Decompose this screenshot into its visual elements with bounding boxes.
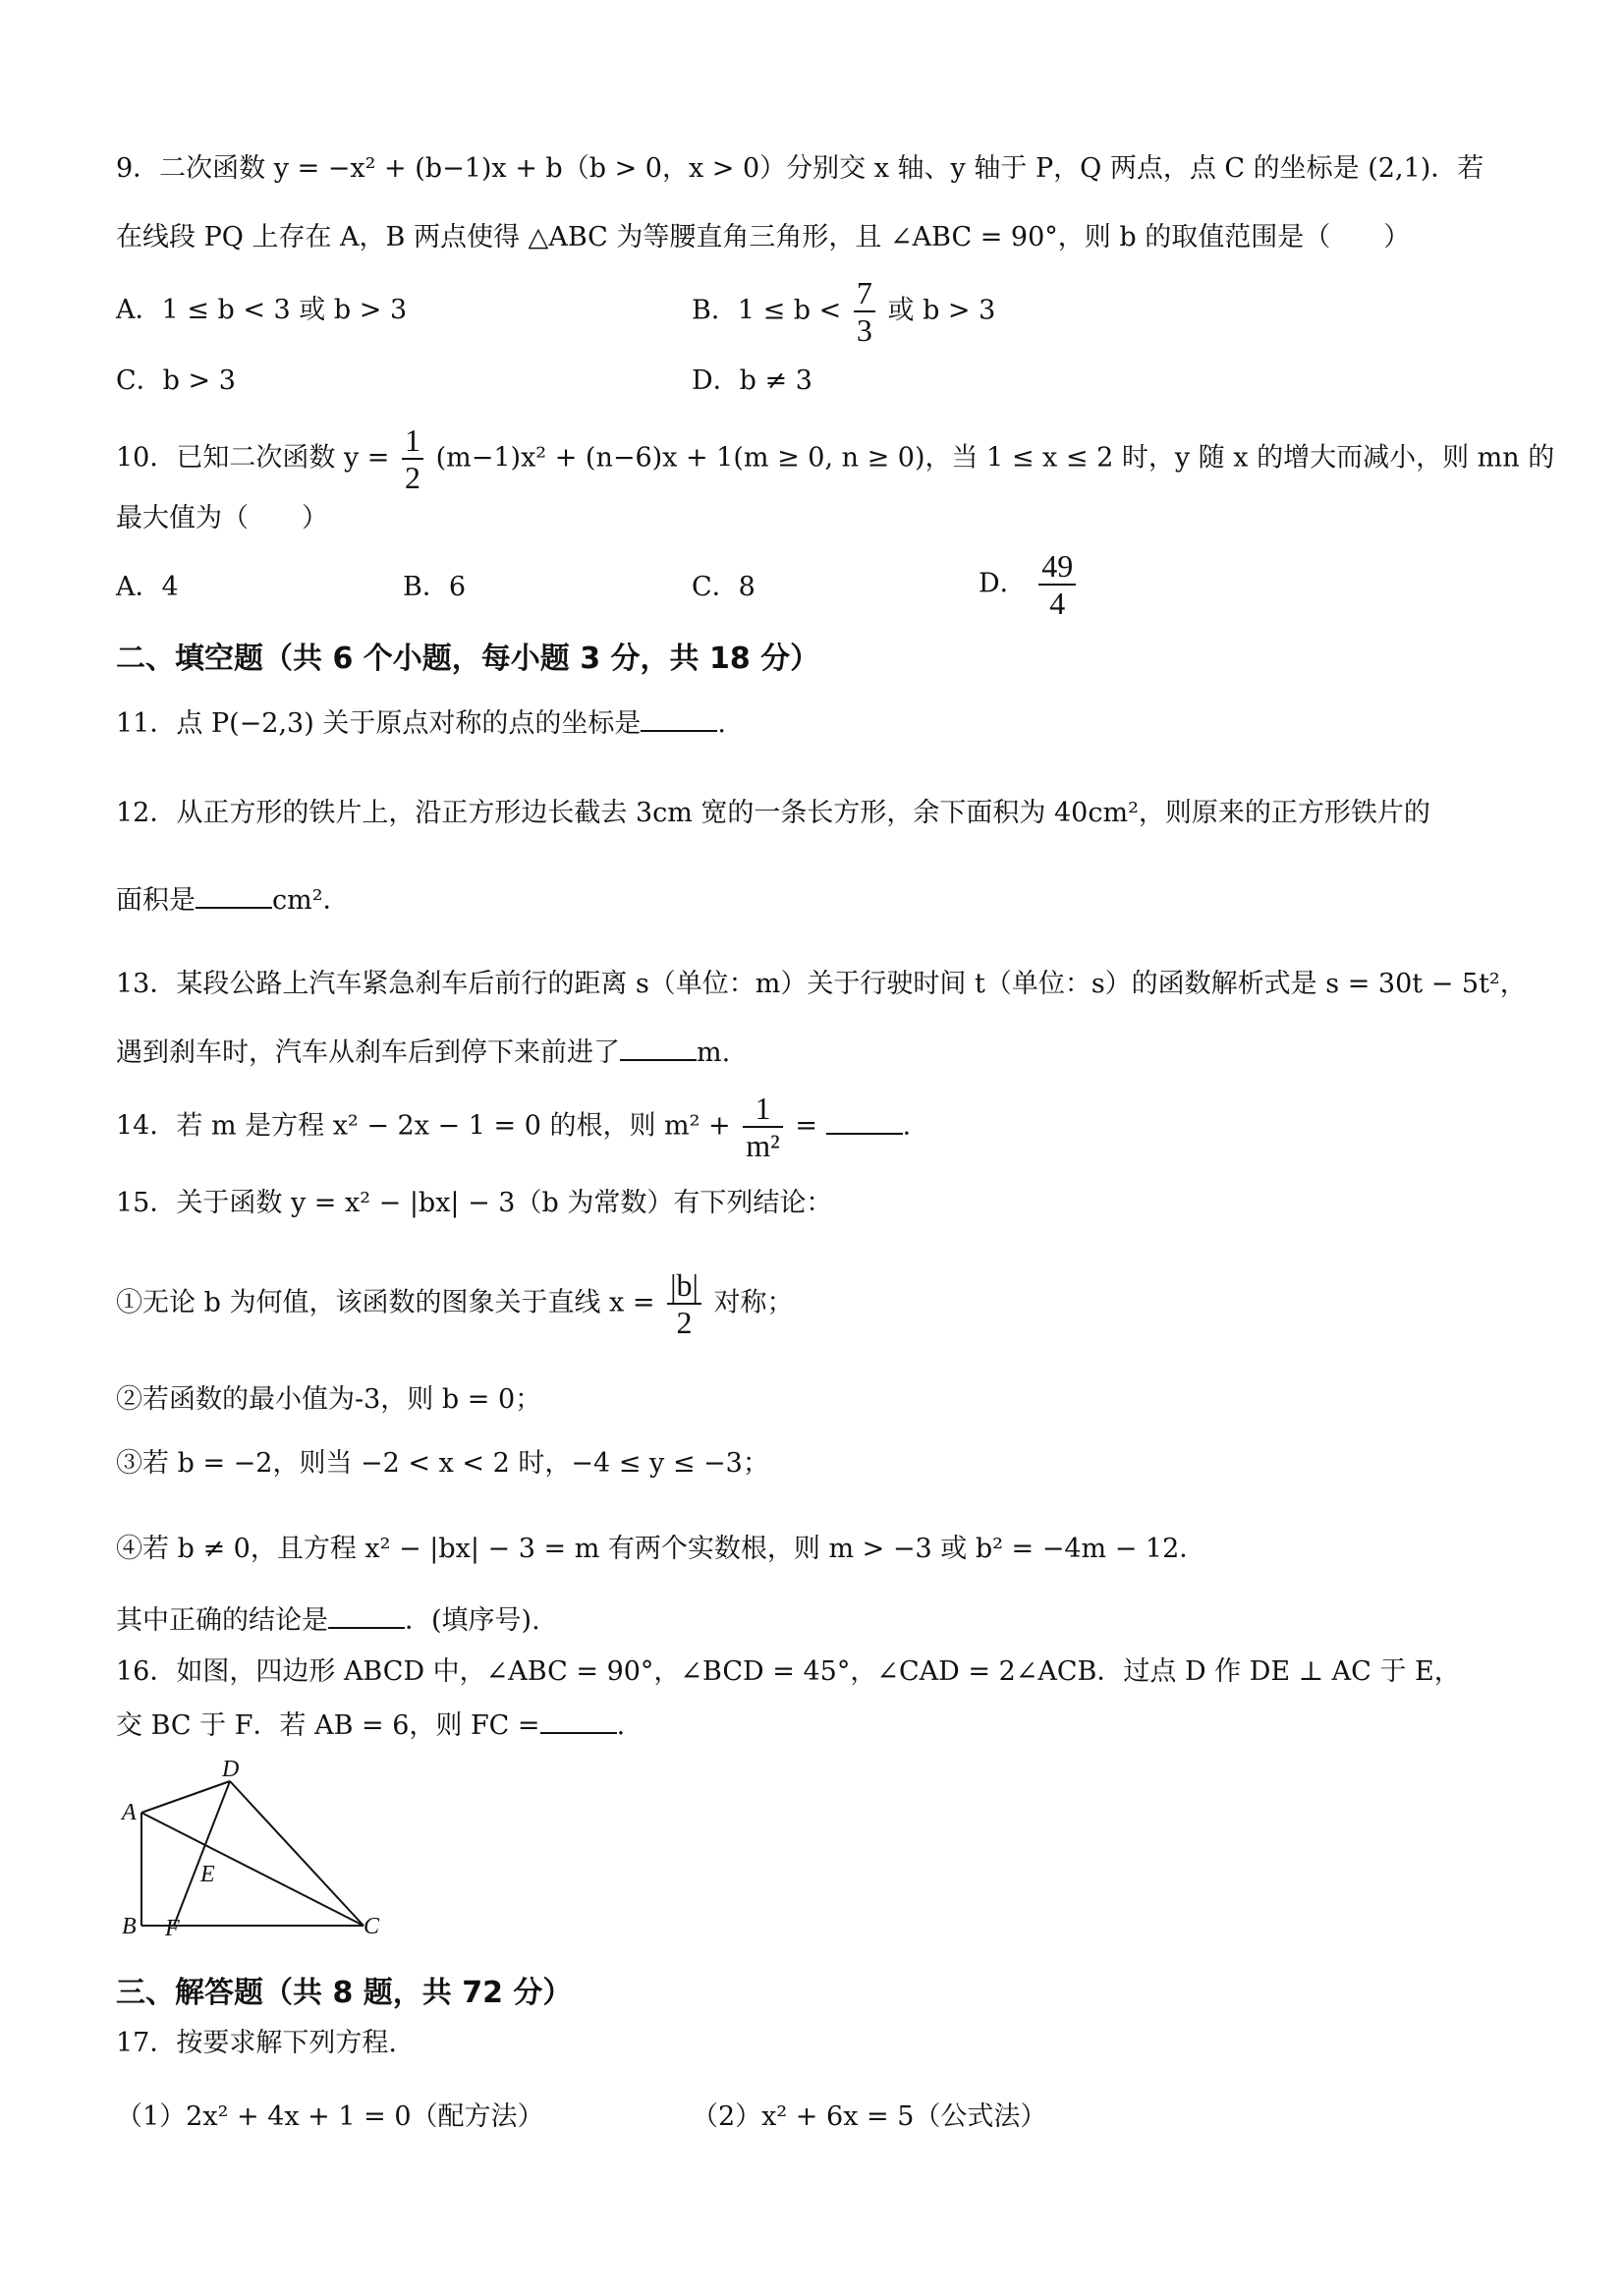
q10-option-c: C．8 <box>692 572 756 602</box>
q11-post: . <box>717 708 726 739</box>
q9-option-d: D．b ≠ 3 <box>692 365 812 396</box>
label-c: C <box>364 1914 380 1935</box>
q9-option-b-den: 3 <box>856 312 872 348</box>
q13-line1: 13．某段公路上汽车紧急刹车后前行的距离 s（单位：m）关于行驶时间 t（单位：s）的函数解析式是 s = 30t − 5t²， <box>116 969 1527 999</box>
q10-pre: 10．已知二次函数 y = <box>116 442 390 474</box>
segment-dc <box>230 1781 364 1926</box>
q15-conclusion-2: ②若函数的最小值为-3，则 b = 0； <box>116 1384 542 1415</box>
q9-option-b-fraction <box>854 275 875 348</box>
q17-part-2: （2）x² + 6x = 5（公式法） <box>692 2101 1047 2132</box>
q16-pre: 交 BC 于 F．若 AB = 6，则 FC = <box>116 1710 540 1741</box>
q10-option-d-num: 49 <box>1038 548 1076 586</box>
q16-figure-lines <box>141 1781 364 1926</box>
q10-line1 <box>116 422 1554 495</box>
q15-c1-fraction <box>667 1267 701 1340</box>
q14-pre: 14．若 m 是方程 x² − 2x − 1 = 0 的根，则 m² + <box>116 1110 731 1142</box>
q11-answer-blank[interactable] <box>641 702 717 732</box>
q11-line <box>116 702 726 744</box>
q12-pre: 面积是 <box>116 885 196 916</box>
q10-option-d <box>979 548 1080 621</box>
q10-option-d-fraction <box>1038 548 1076 621</box>
q15-pre: 其中正确的结论是 <box>116 1605 328 1636</box>
q10-option-d-pre: D． <box>979 568 1027 599</box>
q15-c1-den: 2 <box>676 1305 693 1340</box>
q10-fraction <box>402 422 423 495</box>
q15-line1: 15．关于函数 y = x² − |bx| − 3（b 为常数）有下列结论： <box>116 1188 833 1218</box>
q12-line1: 12．从正方形的铁片上，沿正方形边长截去 3cm 宽的一条长方形，余下面积为 40cm²，则原来的正方形铁片的 <box>116 798 1430 828</box>
q14-post: . <box>902 1110 912 1142</box>
q13-answer-blank[interactable] <box>620 1032 697 1061</box>
q15-conclusion-4: ④若 b ≠ 0，且方程 x² − |bx| − 3 = m 有两个实数根，则 m > −3 或 b² = −4m − 12． <box>116 1534 1206 1564</box>
q14-fraction <box>743 1091 782 1163</box>
label-f: F <box>165 1916 180 1935</box>
q10-post: (m−1)x² + (n−6)x + 1(m ≥ 0, n ≥ 0)，当 1 ≤ x ≤ 2 时，y 随 x 的增大而减小，则 mn 的 <box>435 442 1555 474</box>
q15-conclusion-3: ③若 b = −2，则当 −2 < x < 2 时，−4 ≤ y ≤ −3； <box>116 1448 769 1479</box>
q10-option-a: A．4 <box>116 572 179 602</box>
section-solution-heading: 三、解答题（共 8 题，共 72 分） <box>116 1976 573 2010</box>
q15-c1-num: |b| <box>667 1267 701 1305</box>
q9-option-a: A．1 ≤ b < 3 或 b > 3 <box>116 295 408 325</box>
label-d: D <box>222 1759 240 1782</box>
q17-part-1: （1）2x² + 4x + 1 = 0（配方法） <box>116 2101 544 2132</box>
q11-pre: 11．点 P(−2,3) 关于原点对称的点的坐标是 <box>116 708 642 739</box>
q17-line1: 17．按要求解下列方程. <box>116 2028 397 2058</box>
q12-post: cm²． <box>272 885 350 916</box>
q10-frac-den: 2 <box>405 460 420 495</box>
q13-line2 <box>116 1032 730 1073</box>
q9-line1: 9．二次函数 y = −x² + (b−1)x + b（b > 0，x > 0）分别交 x 轴、y 轴于 P，Q 两点，点 C 的坐标是 (2,1)．若 <box>116 153 1484 184</box>
q10-option-b: B．6 <box>403 572 467 602</box>
q16-line1: 16．如图，四边形 ABCD 中，∠ABC = 90°，∠BCD = 45°，∠CAD = 2∠ACB．过点 D 作 DE ⊥ AC 于 E， <box>116 1656 1461 1687</box>
q14-frac-num: 1 <box>743 1091 782 1128</box>
q16-geometry-figure <box>116 1759 391 1935</box>
q15-answer-line <box>116 1599 540 1641</box>
q10-option-d-den: 4 <box>1049 586 1066 621</box>
q9-line2: 在线段 PQ 上存在 A，B 两点使得 △ABC 为等腰直角三角形，且 ∠ABC = 90°，则 b 的取值范围是（ ） <box>116 222 1411 252</box>
section-fill-in-heading: 二、填空题（共 6 个小题，每小题 3 分，共 18 分） <box>116 642 820 676</box>
segment-ac <box>141 1813 364 1926</box>
q16-line2 <box>116 1705 625 1746</box>
q9-option-b <box>692 275 995 348</box>
segment-ad <box>141 1781 230 1813</box>
q14-frac-den: m² <box>746 1128 780 1163</box>
q10-frac-num: 1 <box>402 422 423 460</box>
q9-option-c: C．b > 3 <box>116 365 236 396</box>
q9-option-b-pre: B．1 ≤ b < <box>692 295 842 326</box>
q12-answer-blank[interactable] <box>196 879 272 909</box>
q14-mid: = <box>795 1110 817 1142</box>
q15-answer-blank[interactable] <box>328 1599 405 1629</box>
label-e: E <box>200 1862 215 1887</box>
q12-line2 <box>116 879 350 921</box>
q13-pre: 遇到刹车时，汽车从刹车后到停下来前进了 <box>116 1037 620 1068</box>
q15-c1-post: 对称； <box>713 1287 794 1318</box>
q15-c1-pre: ①无论 b 为何值，该函数的图象关于直线 x = <box>116 1287 655 1318</box>
q14-answer-blank[interactable] <box>826 1105 903 1135</box>
q14-line <box>116 1091 911 1163</box>
q15-conclusion-1 <box>116 1267 793 1340</box>
label-a: A <box>122 1800 137 1825</box>
q16-post: . <box>616 1710 626 1741</box>
q16-answer-blank[interactable] <box>540 1705 617 1734</box>
q13-post: m. <box>697 1037 731 1068</box>
q9-option-b-num: 7 <box>854 275 875 312</box>
q10-line2: 最大值为（ ） <box>116 503 328 533</box>
q15-post: ．(填序号). <box>405 1605 540 1636</box>
q9-option-b-post: 或 b > 3 <box>887 295 996 326</box>
label-b: B <box>122 1914 137 1935</box>
